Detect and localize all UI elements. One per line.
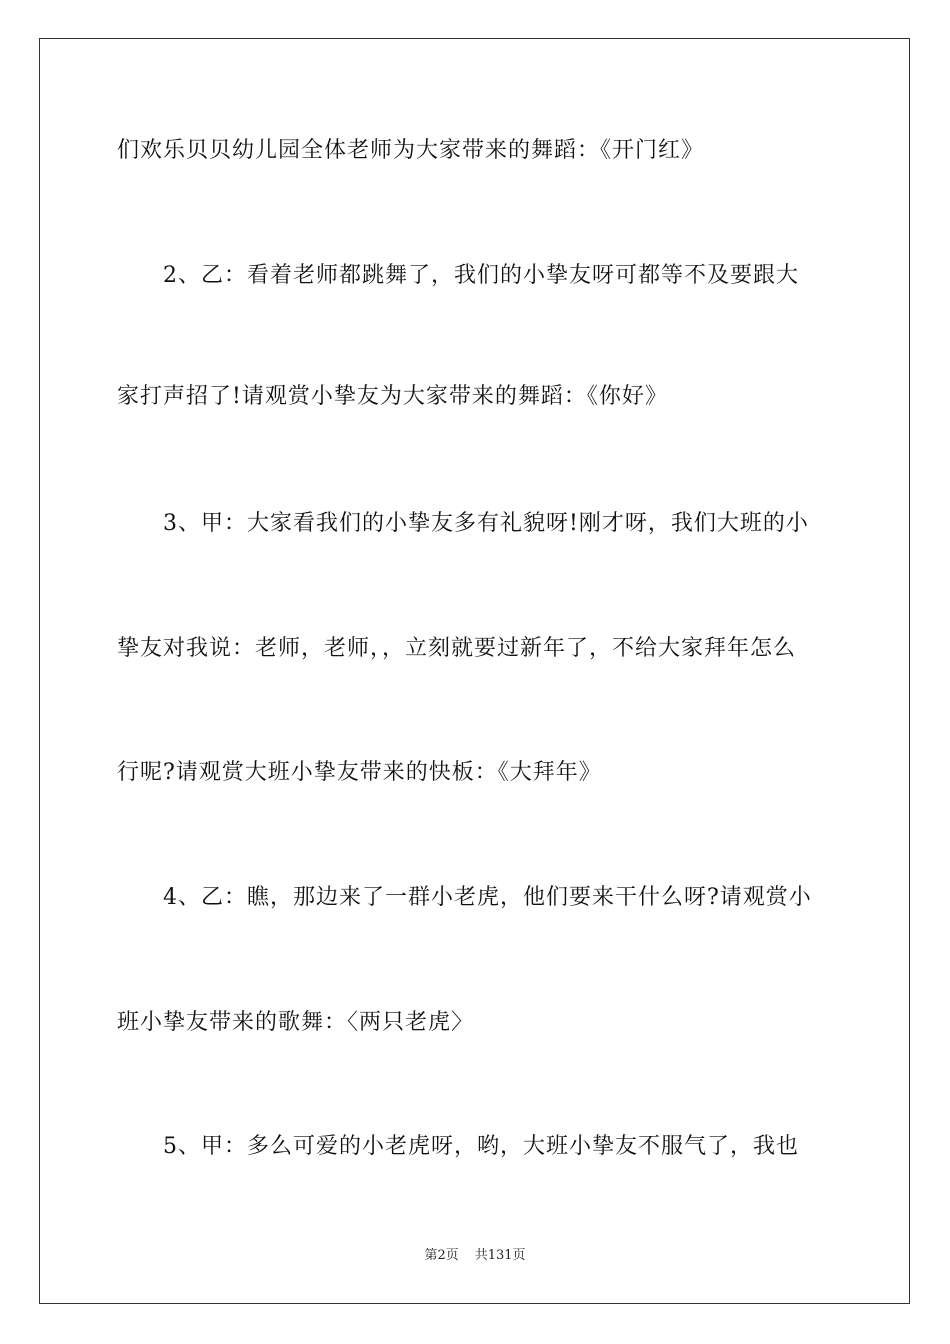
page-footer <box>0 1248 950 1264</box>
text-line-7: 4、乙：瞧，那边来了一群小老虎，他们要来干什么呀?请观赏小 <box>163 885 812 910</box>
page-total: 共131页 <box>474 1248 526 1263</box>
page-number: 第2页 <box>424 1248 459 1263</box>
text-line-1: 们欢乐贝贝幼儿园全体老师为大家带来的舞蹈：《开门红》 <box>117 138 705 163</box>
page-frame <box>39 38 910 1304</box>
text-line-5: 挚友对我说：老师，老师，，立刻就要过新年了，不给大家拜年怎么 <box>117 636 797 661</box>
text-line-8: 班小挚友带来的歌舞：〈两只老虎〉 <box>117 1010 475 1035</box>
text-line-3: 家打声招了!请观赏小挚友为大家带来的舞蹈：《你好》 <box>117 384 668 409</box>
text-line-9: 5、甲：多么可爱的小老虎呀，哟，大班小挚友不服气了，我也 <box>163 1134 799 1159</box>
text-line-2: 2、乙：看着老师都跳舞了，我们的小挚友呀可都等不及要跟大 <box>163 263 799 288</box>
text-line-4: 3、甲：大家看我们的小挚友多有礼貌呀!刚才呀，我们大班的小 <box>163 511 809 536</box>
text-line-6: 行呢?请观赏大班小挚友带来的快板：《大拜年》 <box>117 760 602 785</box>
